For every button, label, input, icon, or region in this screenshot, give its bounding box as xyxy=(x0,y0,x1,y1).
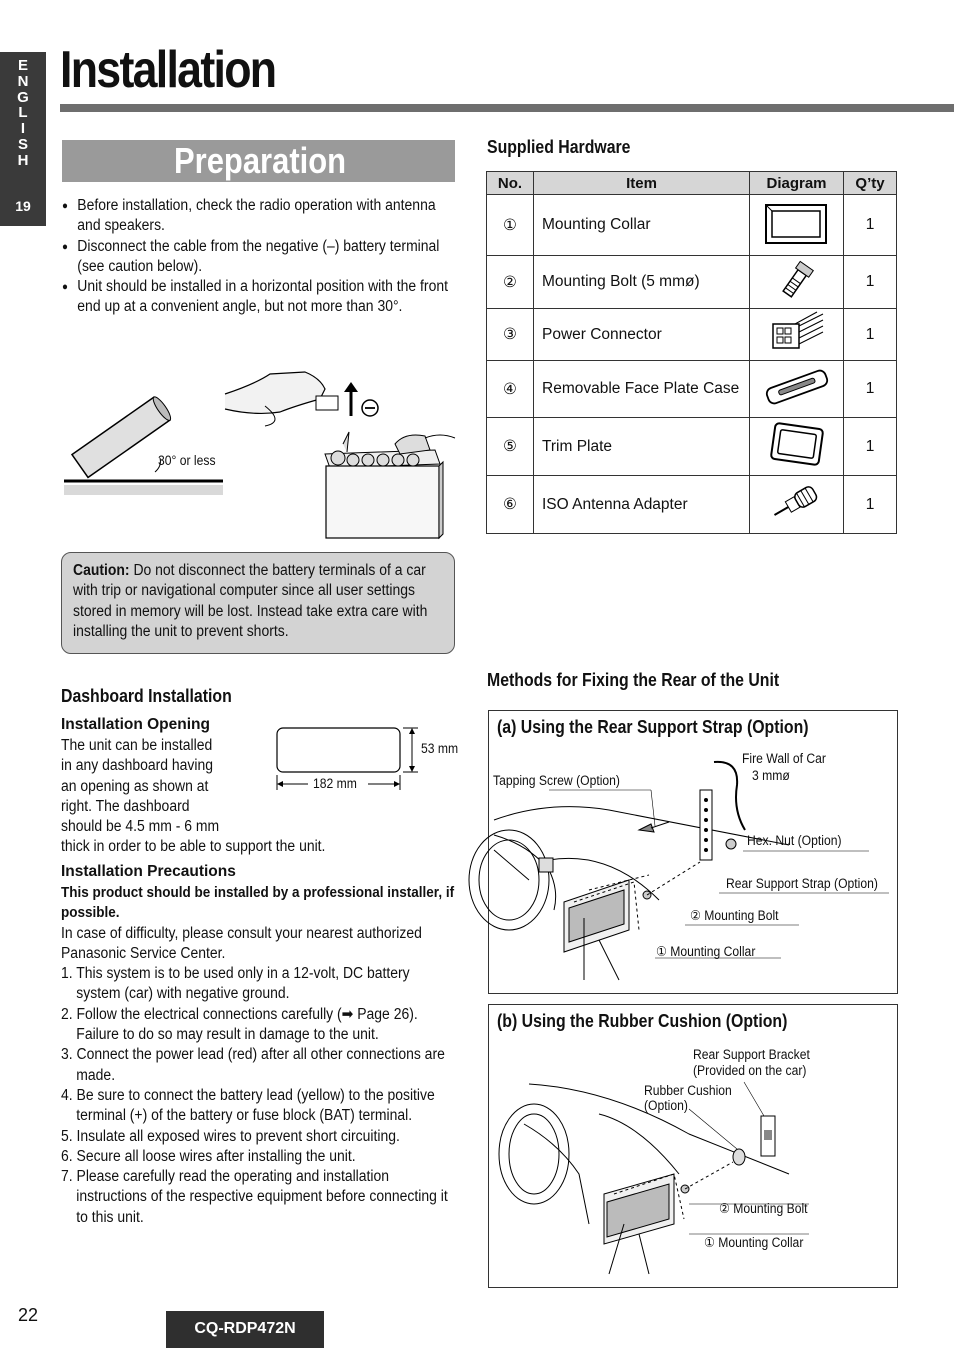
row-number: ④ xyxy=(487,361,534,418)
column-header: Item xyxy=(534,172,750,195)
caution-label: Caution: xyxy=(73,562,130,579)
column-header: No. xyxy=(487,172,534,195)
row-qty: 1 xyxy=(844,256,897,309)
column-header: Q’ty xyxy=(844,172,897,195)
precautions-intro: In case of difficulty, please consult your nearest authorized Panasonic Service Center. xyxy=(61,924,422,962)
row-number: ⑤ xyxy=(487,418,534,476)
mounting-bolt-icon xyxy=(750,256,844,309)
width-label: 182 mm xyxy=(313,776,357,791)
row-number: ③ xyxy=(487,309,534,361)
row-item: Trim Plate xyxy=(534,418,750,476)
strap-method-heading: (a) Using the Rear Support Strap (Option) xyxy=(497,717,809,737)
strap-bolt-label: ② Mounting Bolt xyxy=(690,908,779,923)
model-badge xyxy=(166,1311,324,1348)
precaution-item: 5. Insulate all exposed wires to prevent short circuiting. xyxy=(61,1127,400,1145)
opening-line: in any dashboard having xyxy=(61,757,214,775)
bullet-item: ● Before installation, check the radio operation with antenna and speakers. xyxy=(62,196,449,237)
preparation-heading: Preparation xyxy=(174,140,347,181)
precautions-heading: Installation Precautions xyxy=(61,863,236,880)
table-row xyxy=(487,256,897,309)
table-row xyxy=(487,195,897,256)
title-rule xyxy=(60,104,954,112)
bullet-item: ● Unit should be installed in a horizontal position with the front end up at a convenient angle, but not more than 30°. xyxy=(62,277,449,318)
cushion-illustration xyxy=(489,1034,895,1284)
row-item: Mounting Collar xyxy=(534,195,750,256)
angle-illustration xyxy=(60,400,240,500)
preparation-bullets xyxy=(62,196,449,318)
precaution-item: 1. This system is to be used only in a 12-volt, DC battery system (car) with negative ground. xyxy=(61,965,410,1003)
precautions-block xyxy=(61,883,457,1228)
hex-nut-label: Hex. Nut (Option) xyxy=(747,833,842,848)
lang-letters-text: E N G L I S H xyxy=(17,57,29,169)
page-title: Installation xyxy=(60,41,276,99)
angle-label: 30° or less xyxy=(158,453,216,468)
cushion-method-heading: (b) Using the Rubber Cushion (Option) xyxy=(497,1011,788,1031)
row-qty: 1 xyxy=(844,476,897,534)
supplied-hardware-heading: Supplied Hardware xyxy=(487,137,631,157)
precaution-item: 7. Please carefully read the operating and installation instructions of the respective equipment before connecting it to this unit. xyxy=(61,1168,448,1226)
row-item: Power Connector xyxy=(534,309,750,361)
row-qty: 1 xyxy=(844,361,897,418)
preparation-heading-bar xyxy=(62,140,455,182)
precautions-list xyxy=(61,964,457,1228)
trim-plate-icon xyxy=(750,418,844,476)
battery-illustration xyxy=(225,354,460,544)
caution-text: Do not disconnect the battery terminals of a car with trip or navigational computer since all user settings stored in memory will be lost. Instead take extra care with installing the unit to prevent shorts. xyxy=(73,562,428,640)
table-row xyxy=(487,361,897,418)
tapping-screw-label: Tapping Screw (Option) xyxy=(493,773,620,788)
strap-collar-label: ① Mounting Collar xyxy=(656,944,756,959)
height-label: 53 mm xyxy=(421,741,459,756)
caution-text-block xyxy=(73,561,442,642)
fire-wall-label: Fire Wall of Car xyxy=(742,751,826,766)
bullet-item: ● Disconnect the cable from the negative (–) battery terminal (see caution below). xyxy=(62,237,449,278)
opening-heading: Installation Opening xyxy=(61,716,210,733)
face-plate-case-icon xyxy=(750,361,844,418)
row-qty: 1 xyxy=(844,195,897,256)
precaution-item: 3. Connect the power lead (red) after all other connections are made. xyxy=(61,1046,445,1084)
opening-line: right. The dashboard xyxy=(61,797,190,815)
opening-line: should be 4.5 mm - 6 mm xyxy=(61,818,220,836)
opening-line: an opening as shown at xyxy=(61,777,209,795)
page-number: 22 xyxy=(18,1305,39,1325)
opening-line: The unit can be installed xyxy=(61,737,213,754)
mounting-collar-icon xyxy=(750,195,844,256)
row-item: Mounting Bolt (5 mmø) xyxy=(534,256,750,309)
language-letters xyxy=(0,58,46,169)
row-qty: 1 xyxy=(844,418,897,476)
table-row xyxy=(487,418,897,476)
antenna-adapter-icon xyxy=(750,476,844,534)
power-connector-icon xyxy=(750,309,844,361)
section-number: 19 xyxy=(15,198,31,214)
hardware-table xyxy=(486,171,897,534)
bracket-label-2: (Provided on the car) xyxy=(693,1063,807,1078)
fire-wall-size-label: 3 mmø xyxy=(752,768,790,783)
language-side-tab xyxy=(0,52,46,226)
cushion-collar-label: ① Mounting Collar xyxy=(704,1235,804,1250)
precautions-bold: This product should be installed by a professional installer, if possible. xyxy=(61,884,455,922)
opening-line: thick in order to be able to support the unit. xyxy=(61,838,326,856)
precaution-item: 4. Be sure to connect the battery lead (yellow) to the positive terminal (+) of the battery or fuse block (BAT) terminal. xyxy=(61,1086,435,1125)
cushion-label-1: Rubber Cushion xyxy=(644,1083,732,1098)
bracket-label-1: Rear Support Bracket xyxy=(693,1047,810,1062)
column-header: Diagram xyxy=(750,172,844,195)
rear-fixing-heading: Methods for Fixing the Rear of the Unit xyxy=(487,670,780,690)
row-item: ISO Antenna Adapter xyxy=(534,476,750,534)
row-qty: 1 xyxy=(844,309,897,361)
caution-box xyxy=(61,552,455,654)
model-number: CQ-RDP472N xyxy=(194,1320,296,1337)
cushion-bolt-label: ② Mounting Bolt xyxy=(719,1201,808,1216)
table-header-row xyxy=(487,172,897,195)
strap-label: Rear Support Strap (Option) xyxy=(726,876,878,891)
dashboard-heading: Dashboard Installation xyxy=(61,686,232,706)
row-number: ⑥ xyxy=(487,476,534,534)
cushion-label-2: (Option) xyxy=(644,1098,688,1113)
precaution-item: 6. Secure all loose wires after installing the unit. xyxy=(61,1147,356,1165)
row-number: ② xyxy=(487,256,534,309)
row-number: ① xyxy=(487,195,534,256)
table-row xyxy=(487,309,897,361)
table-row xyxy=(487,476,897,534)
precaution-item: 2. Follow the electrical connections carefully (➡ Page 26). Failure to do so may result in damage to the unit. xyxy=(61,1005,418,1044)
row-item: Removable Face Plate Case xyxy=(534,361,750,418)
